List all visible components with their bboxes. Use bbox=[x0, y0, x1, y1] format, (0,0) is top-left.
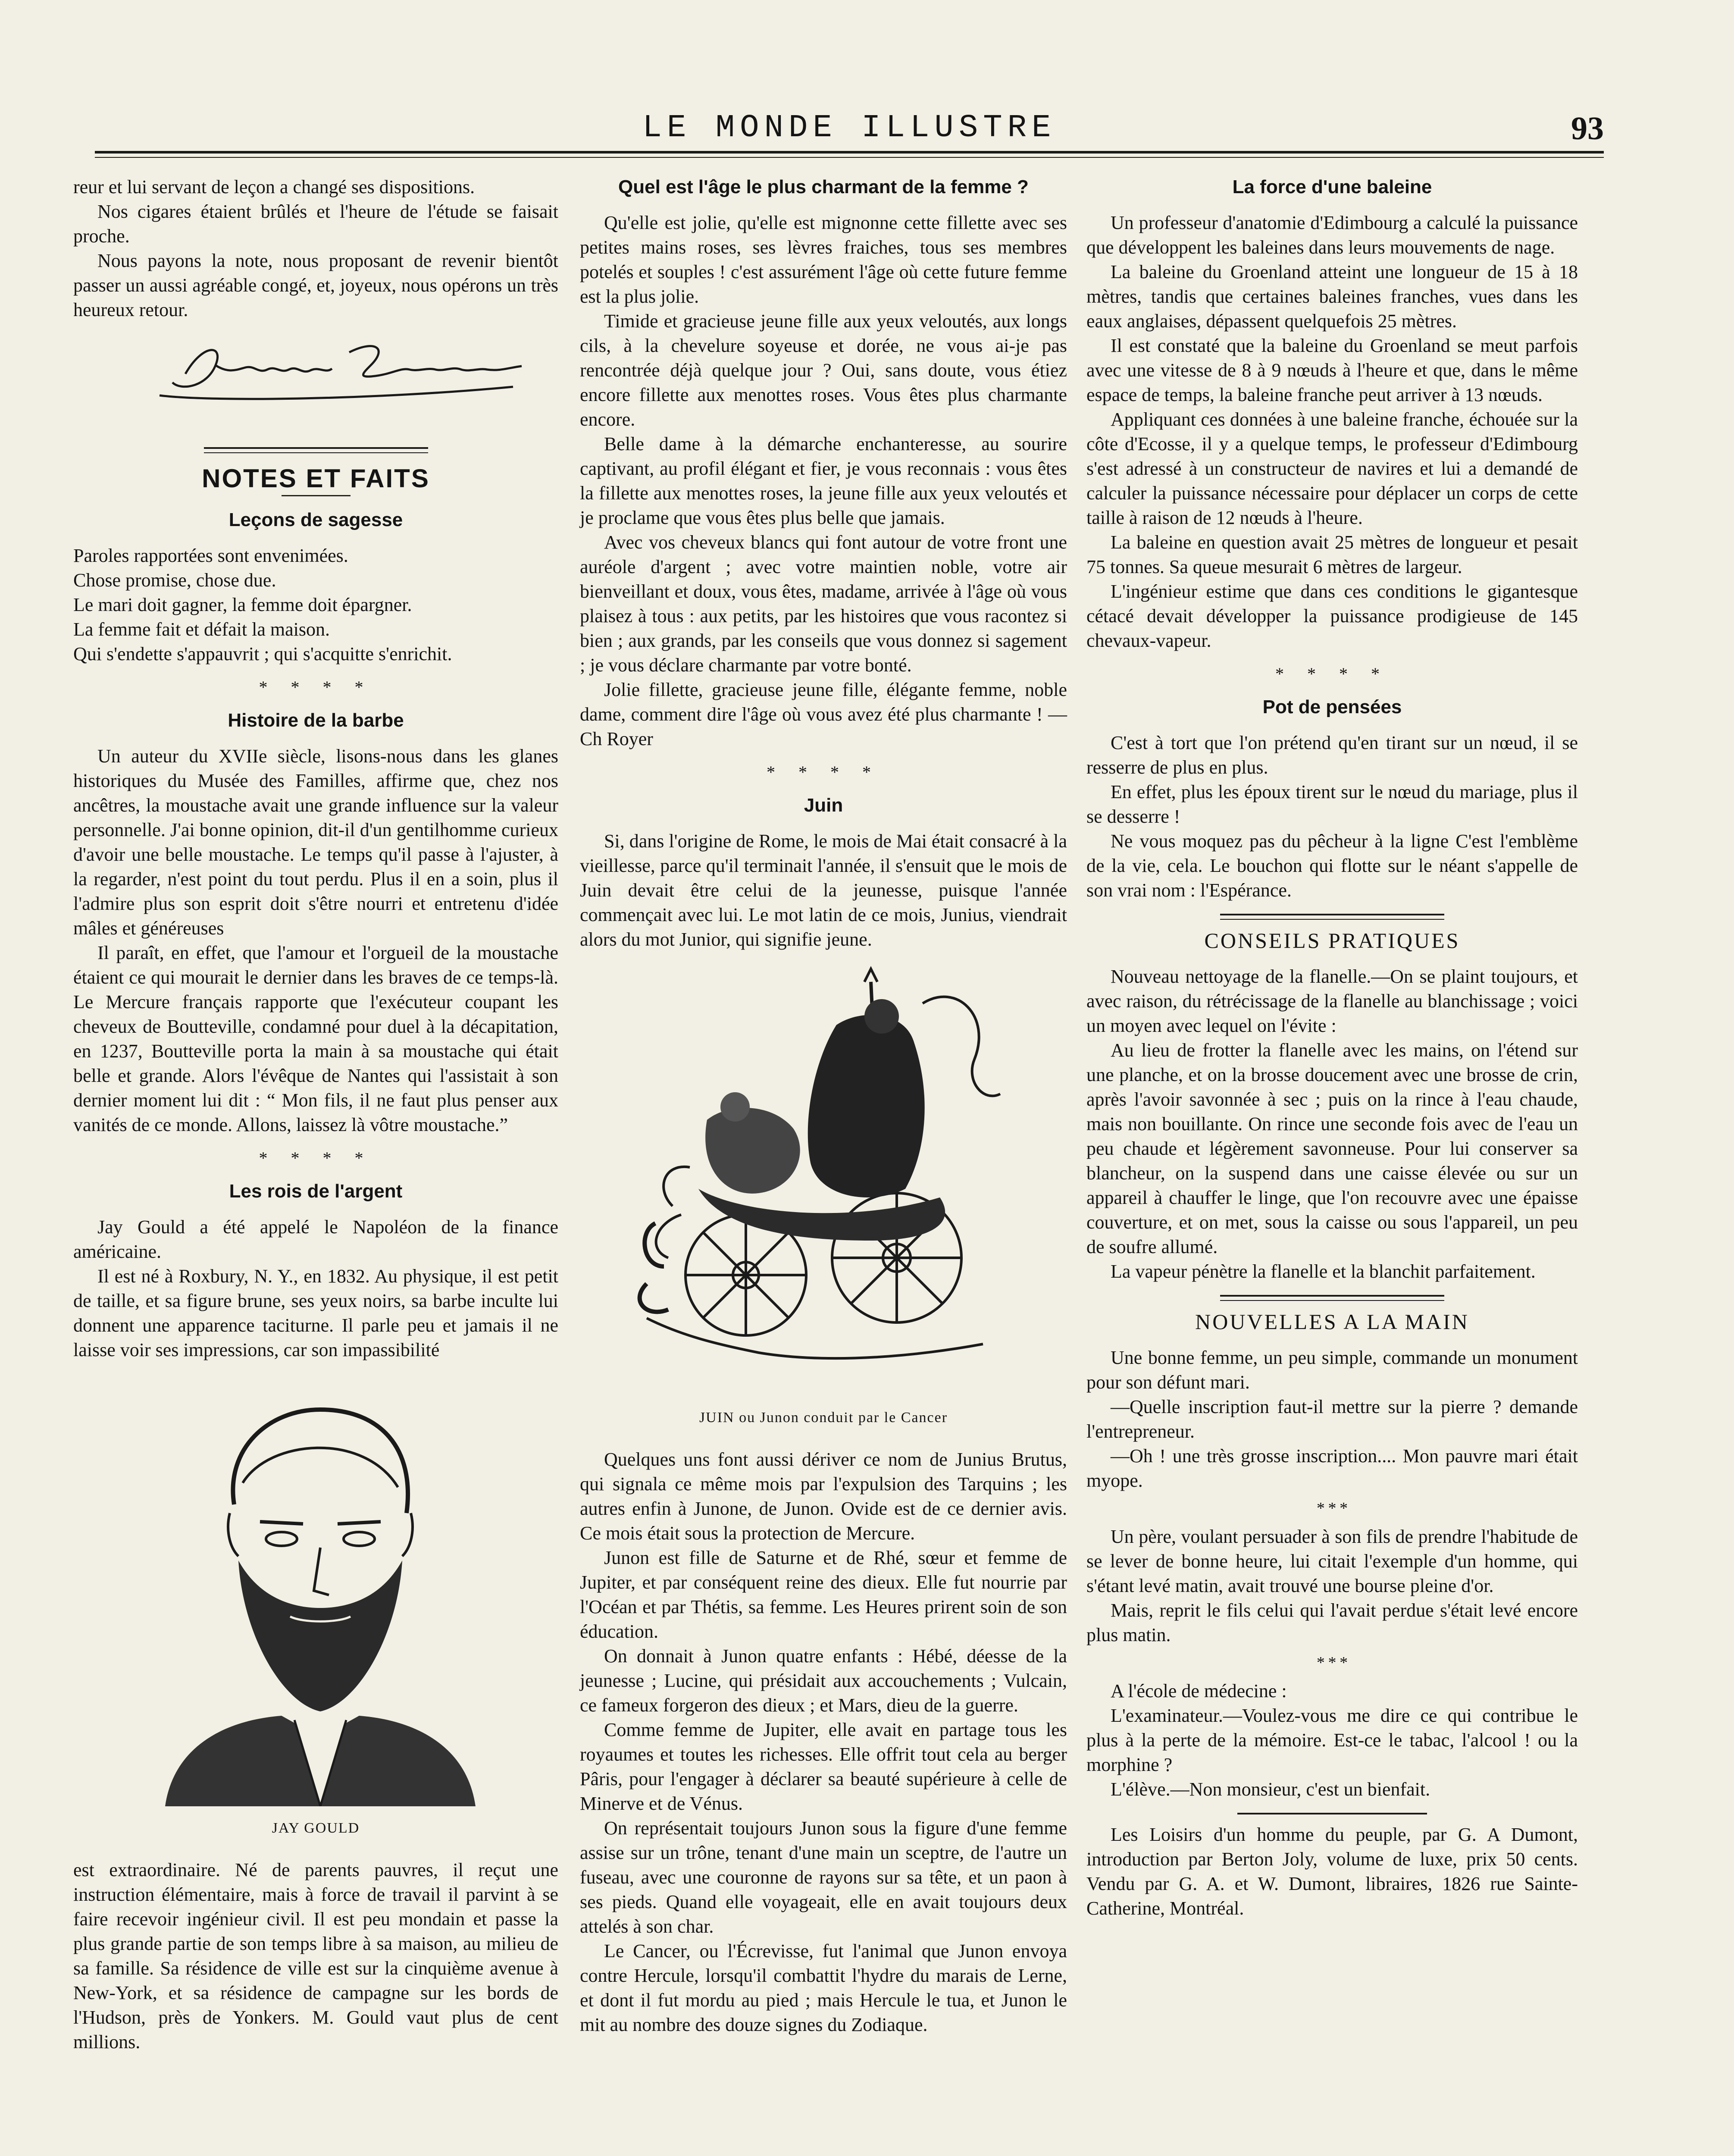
masthead bbox=[95, 110, 1604, 157]
section-rule bbox=[1237, 1813, 1427, 1814]
masthead-rule-thin bbox=[95, 157, 1604, 158]
paragraph: est extraordinaire. Né de parents pauvres, il reçut une instruction élémentaire, mais à force de travail il parvint à se faire recevoir ingénieur civil. Il est peu mondain et passe la plus grande partie de son temps libre à sa maison, au milieu de sa famille. Sa résidence de ville est sur la cinquième avenue à New-York, et sa résidence de campagne sur les bords de l'Hudson, près de Yonkers. M. Gould vaut plus de cent millions. bbox=[73, 1859, 558, 2053]
paragraph: Il est né à Roxbury, N. Y., en 1832. Au physique, il est petit de taille, et sa figure brune, ses yeux noirs, sa barbe inculte lui donnent une apparence taciturne. Il parle peu et jamais il ne laisse voir ses impressions, car son impassibilité bbox=[73, 1266, 558, 1360]
paragraph: La vapeur pénètre la flanelle et la blanchit parfaitement. bbox=[1111, 1261, 1536, 1282]
paragraph: On représentait toujours Junon sous la figure d'une femme assise sur un trône, tenant d'une main un sceptre, de l'autre un fuseau, avec une couronne de rayons sur sa tête, et un paon à ses pieds. Quand elle voyageait, elle en avait toujours deux attelés à son char. bbox=[580, 1818, 1067, 1937]
article-title: Leçons de sagesse bbox=[228, 509, 403, 530]
paragraph: Mais, reprit le fils celui qui l'avait perdue s'était levé encore plus matin. bbox=[1086, 1600, 1578, 1645]
paragraph: Il est constaté que la baleine du Groenland se meut parfois avec une vitesse de 8 à 9 nœuds à l'heure et que, dans le même espace de temps, la baleine franche peut arriver à 13 nœuds. bbox=[1086, 335, 1578, 405]
paragraph: Nous payons la note, nous proposant de revenir bientôt passer un aussi agréable congé, et, joyeux, nous opérons un très heureux retour. bbox=[73, 250, 558, 320]
paragraph: En effet, plus les époux tirent sur le nœud du mariage, plus il se desserre ! bbox=[1086, 781, 1578, 827]
separator-stars: * * * * bbox=[767, 762, 880, 782]
paragraph: reur et lui servant de leçon a changé ses dispositions. bbox=[73, 176, 475, 197]
paragraph: Au lieu de frotter la flanelle avec les mains, on l'étend sur une planche, et on la brosse doucement avec une brosse de crin, après l'avoir savonnée à sec ; puis on la rince à l'eau chaude, mais non bouillante. On rince une seconde fois avec de l'eau un peu chaude et légèrement savonneuse. Pour lui conserver sa blancheur, on la suspend dans une caisse élevée ou sur un appareil à chauffer le linge, que l'on recouvre avec une épaisse couverture, et on met, sous la caisse ou sous l'appareil, un peu de soufre allumé. bbox=[1086, 1040, 1578, 1257]
maxim: Le mari doit gagner, la femme doit épargner. bbox=[73, 594, 412, 615]
paragraph: Qu'elle est jolie, qu'elle est mignonne cette fillette avec ses petites mains roses, ses lèvres fraiches, tous ses membres potelés et souples ! c'est assurément l'âge où cette future femme est la plus jolie. bbox=[580, 212, 1067, 307]
figure-caption: JAY GOULD bbox=[272, 1820, 360, 1836]
maxim: Paroles rapportées sont envenimées. bbox=[73, 545, 348, 566]
article-title: Juin bbox=[804, 795, 843, 816]
paragraph: L'ingénieur estime que dans ces conditions le gigantesque cétacé devait développer la puissance prodigieuse de 145 chevaux-vapeur. bbox=[1086, 581, 1578, 651]
page-number: 93 bbox=[1571, 110, 1604, 147]
divider bbox=[282, 495, 351, 496]
paragraph: —Oh ! une très grosse inscription.... Mon pauvre mari était myope. bbox=[1086, 1445, 1578, 1491]
paragraph: Avec vos cheveux blancs qui font autour de votre front une auréole d'argent ; avec votre maintien noble, votre air bienveillant et doux, vous êtes, madame, arrivée à l'âge où vous plaisez à tous : aux petits, par les histoires que vous racontez si bien ; aux grands, par les conseils que vous donnez si sagement ; je vous déclare charmante par votre bonté. bbox=[580, 532, 1067, 676]
paragraph: C'est à tort que l'on prétend qu'en tirant sur un nœud, il se resserre de plus en plus. bbox=[1086, 732, 1578, 778]
article-title: Histoire de la barbe bbox=[228, 710, 404, 731]
section-title: NOUVELLES A LA MAIN bbox=[1195, 1310, 1469, 1334]
paragraph: Un professeur d'anatomie d'Edimbourg a calculé la puissance que développent les baleines dans leurs mouvements de nage. bbox=[1086, 212, 1578, 258]
figure-caption: JUIN ou Junon conduit par le Cancer bbox=[699, 1410, 948, 1426]
juin-illustration bbox=[580, 965, 1067, 1430]
paragraph: Un père, voulant persuader à son fils de prendre l'habitude de se lever de bonne heure, lui citait l'exemple d'un homme, qui s'étant levé matin, avait trouvé une bourse pleine d'or. bbox=[1086, 1526, 1578, 1596]
masthead-rule bbox=[95, 151, 1604, 154]
paragraph: On donnait à Junon quatre enfants : Hébé, déesse de la jeunesse ; Lucine, qui présidait aux accouchements ; Vulcain, ce fameux forgeron des dieux ; et Mars, dieu de la guerre. bbox=[580, 1645, 1067, 1716]
paragraph: A l'école de médecine : bbox=[1111, 1680, 1287, 1702]
maxim: La femme fait et défait la maison. bbox=[73, 619, 330, 640]
column-3 bbox=[1086, 175, 1578, 1921]
column-2 bbox=[580, 175, 1067, 2037]
maxim: Chose promise, chose due. bbox=[73, 570, 276, 591]
section-title: CONSEILS PRATIQUES bbox=[1204, 928, 1460, 953]
separator-stars: * * * * bbox=[259, 677, 373, 697]
section-rule bbox=[1220, 1295, 1444, 1301]
paragraph: Nouveau nettoyage de la flanelle.—On se plaint toujours, et avec raison, du rétrécissage de la flanelle au blanchissage ; voici un moyen avec lequel on l'évite : bbox=[1086, 966, 1578, 1036]
paragraph: Comme femme de Jupiter, elle avait en partage tous les royaumes et toutes les richesses. Elle offrit tout cela au berger Pâris, pour l'engager à déclarer sa beauté supérieure à celle de Minerve et de Vénus. bbox=[580, 1719, 1067, 1814]
paragraph: Appliquant ces données à une baleine franche, échouée sur la côte d'Ecosse, il y a quelque temps, le professeur d'Edimbourg s'est adressé à un constructeur de navires et lui a demandé de calculer la puissance nécessaire pour déplacer un corps de cette taille à raison de 12 nœuds à l'heure. bbox=[1086, 409, 1578, 528]
paragraph: L'examinateur.—Voulez-vous me dire ce qui contribue le plus à la perte de la mémoire. Est-ce le tabac, l'alcool ! ou la morphine ? bbox=[1086, 1705, 1578, 1775]
article-title: Les rois de l'argent bbox=[229, 1181, 403, 1202]
paragraph: Jay Gould a été appelé le Napoléon de la finance américaine. bbox=[73, 1216, 558, 1262]
paragraph: Le Cancer, ou l'Écrevisse, fut l'animal que Junon envoya contre Hercule, lorsqu'il combattit l'hydre du marais de Lerne, et dont il fut mordu au pied ; mais Hercule le tua, et Junon le mit au nombre des douze signes du Zodiaque. bbox=[580, 1940, 1067, 2035]
section-rule bbox=[1220, 914, 1444, 920]
column-1 bbox=[73, 175, 558, 2054]
paragraph: La baleine en question avait 25 mètres de longueur et pesait 75 tonnes. Sa queue mesurait 6 mètres de largeur. bbox=[1086, 532, 1578, 577]
publication-title: LE MONDE ILLUSTRE bbox=[642, 110, 1056, 146]
paragraph: Quelques uns font aussi dériver ce nom de Junius Brutus, qui signala ce même mois par l'expulsion des Tarquins ; les autres enfin à Junone, de Junon. Ovide est de ce dernier avis. Ce mois était sous la protection de Mercure. bbox=[580, 1449, 1067, 1544]
paragraph: Une bonne femme, un peu simple, commande un monument pour son défunt mari. bbox=[1086, 1347, 1578, 1393]
asterism: * * * bbox=[1316, 1654, 1348, 1672]
paragraph: —Quelle inscription faut-il mettre sur la pierre ? demande l'entrepreneur. bbox=[1086, 1396, 1578, 1442]
paragraph: Jolie fillette, gracieuse jeune fille, élégante femme, noble dame, comment dire l'âge où vous avez été plus charmante ! —Ch Royer bbox=[580, 679, 1067, 749]
article-title: Pot de pensées bbox=[1262, 696, 1402, 718]
paragraph: Timide et gracieuse jeune fille aux yeux veloutés, aux longs cils, à la chevelure soyeuse et dorée, ne vous ai-je pas rencontrée déjà quelque jour ? Oui, sans doute, vous étiez encore fillette aux menottes roses. Vous êtes plus charmante encore. bbox=[580, 310, 1067, 430]
paragraph: Ne vous moquez pas du pêcheur à la ligne C'est l'emblème de la vie, cela. Le bouchon qui flotte sur le néant s'appelle de son vrai nom : l'Espérance. bbox=[1086, 830, 1578, 901]
article-title: Quel est l'âge le plus charmant de la femme ? bbox=[618, 176, 1029, 197]
paragraph: Si, dans l'origine de Rome, le mois de Mai était consacré à la vieillesse, parce qu'il terminait l'année, il s'ensuit que le mois de Juin devait être celui de la jeunesse, puisque l'année commençait avec lui. Le mot latin de ce mois, Junius, viendrait alors du mot Junior, qui signifie jeune. bbox=[580, 830, 1067, 950]
paragraph: Junon est fille de Saturne et de Rhé, sœur et femme de Jupiter, et par conséquent reine des dieux. Elle fut nourrie par l'Océan et par Thétis, sa femme. Les Heures prirent soin de son éducation. bbox=[580, 1547, 1067, 1642]
paragraph: Nos cigares étaient brûlés et l'heure de l'étude se faisait proche. bbox=[73, 201, 558, 247]
portrait-engraving bbox=[139, 1375, 493, 1806]
handwritten-signature bbox=[73, 326, 558, 413]
article-title: La force d'une baleine bbox=[1232, 176, 1432, 197]
mythological-engraving bbox=[629, 965, 1017, 1396]
paragraph: L'élève.—Non monsieur, c'est un bienfait. bbox=[1111, 1779, 1430, 1800]
portrait-figure bbox=[73, 1375, 558, 1840]
maxim: Qui s'endette s'appauvrit ; qui s'acquitte s'enrichit. bbox=[73, 643, 452, 664]
section-title: NOTES ET FAITS bbox=[202, 464, 430, 493]
separator-stars: * * * * bbox=[259, 1148, 373, 1168]
paragraph: Il paraît, en effet, que l'amour et l'orgueil de la moustache étaient ce qui mourait le dernier dans les braves de ce temps-là. Le Mercure français rapporte que l'exécuteur coupant les cheveux de Boutteville, condamné pour duel à la décapitation, en 1237, Boutteville porta la main à sa moustache qui était belle et grande. Alors l'évêque de Nantes qui l'assistait à son dernier moment lui dit : “ Mon fils, il ne faut plus penser aux vanités de ce monde. Allons, laissez là vôtre moustache.” bbox=[73, 942, 558, 1135]
asterism: * * * bbox=[1316, 1499, 1348, 1517]
section-rule bbox=[204, 447, 428, 453]
paragraph: Les Loisirs d'un homme du peuple, par G. A Dumont, introduction par Berton Joly, volume de luxe, prix 50 cents. Vendu par G. A. et W. Dumont, libraires, 1826 rue Sainte-Catherine, Montréal. bbox=[1086, 1824, 1578, 1919]
paragraph: Belle dame à la démarche enchanteresse, au sourire captivant, au profil élégant et fier, je vous reconnais : vous êtes la fillette aux menottes roses, la jeune fille aux yeux veloutés et je proclame que vous êtes plus belle que jamais. bbox=[580, 433, 1067, 528]
paragraph: Un auteur du XVIIe siècle, lisons-nous dans les glanes historiques du Musée des Familles, affirme que, chez nos ancêtres, la moustache avait une grande influence sur la valeur personnelle. J'ai bonne opinion, dit-il d'un gentilhomme curieux d'avoir une belle moustache. Le temps qu'il passe à l'ajuster, à la regarder, n'est point du tout perdu. Plus il en a soin, plus il l'admire plus son esprit doit s'être nourri et entretenu d'idée mâles et généreuses bbox=[73, 746, 558, 939]
separator-stars: * * * * bbox=[1275, 664, 1389, 683]
paragraph: La baleine du Groenland atteint une longueur de 15 à 18 mètres, tandis que certaines baleines franches, vues dans les eaux anglaises, dépassent quelquefois 25 mètres. bbox=[1086, 261, 1578, 332]
